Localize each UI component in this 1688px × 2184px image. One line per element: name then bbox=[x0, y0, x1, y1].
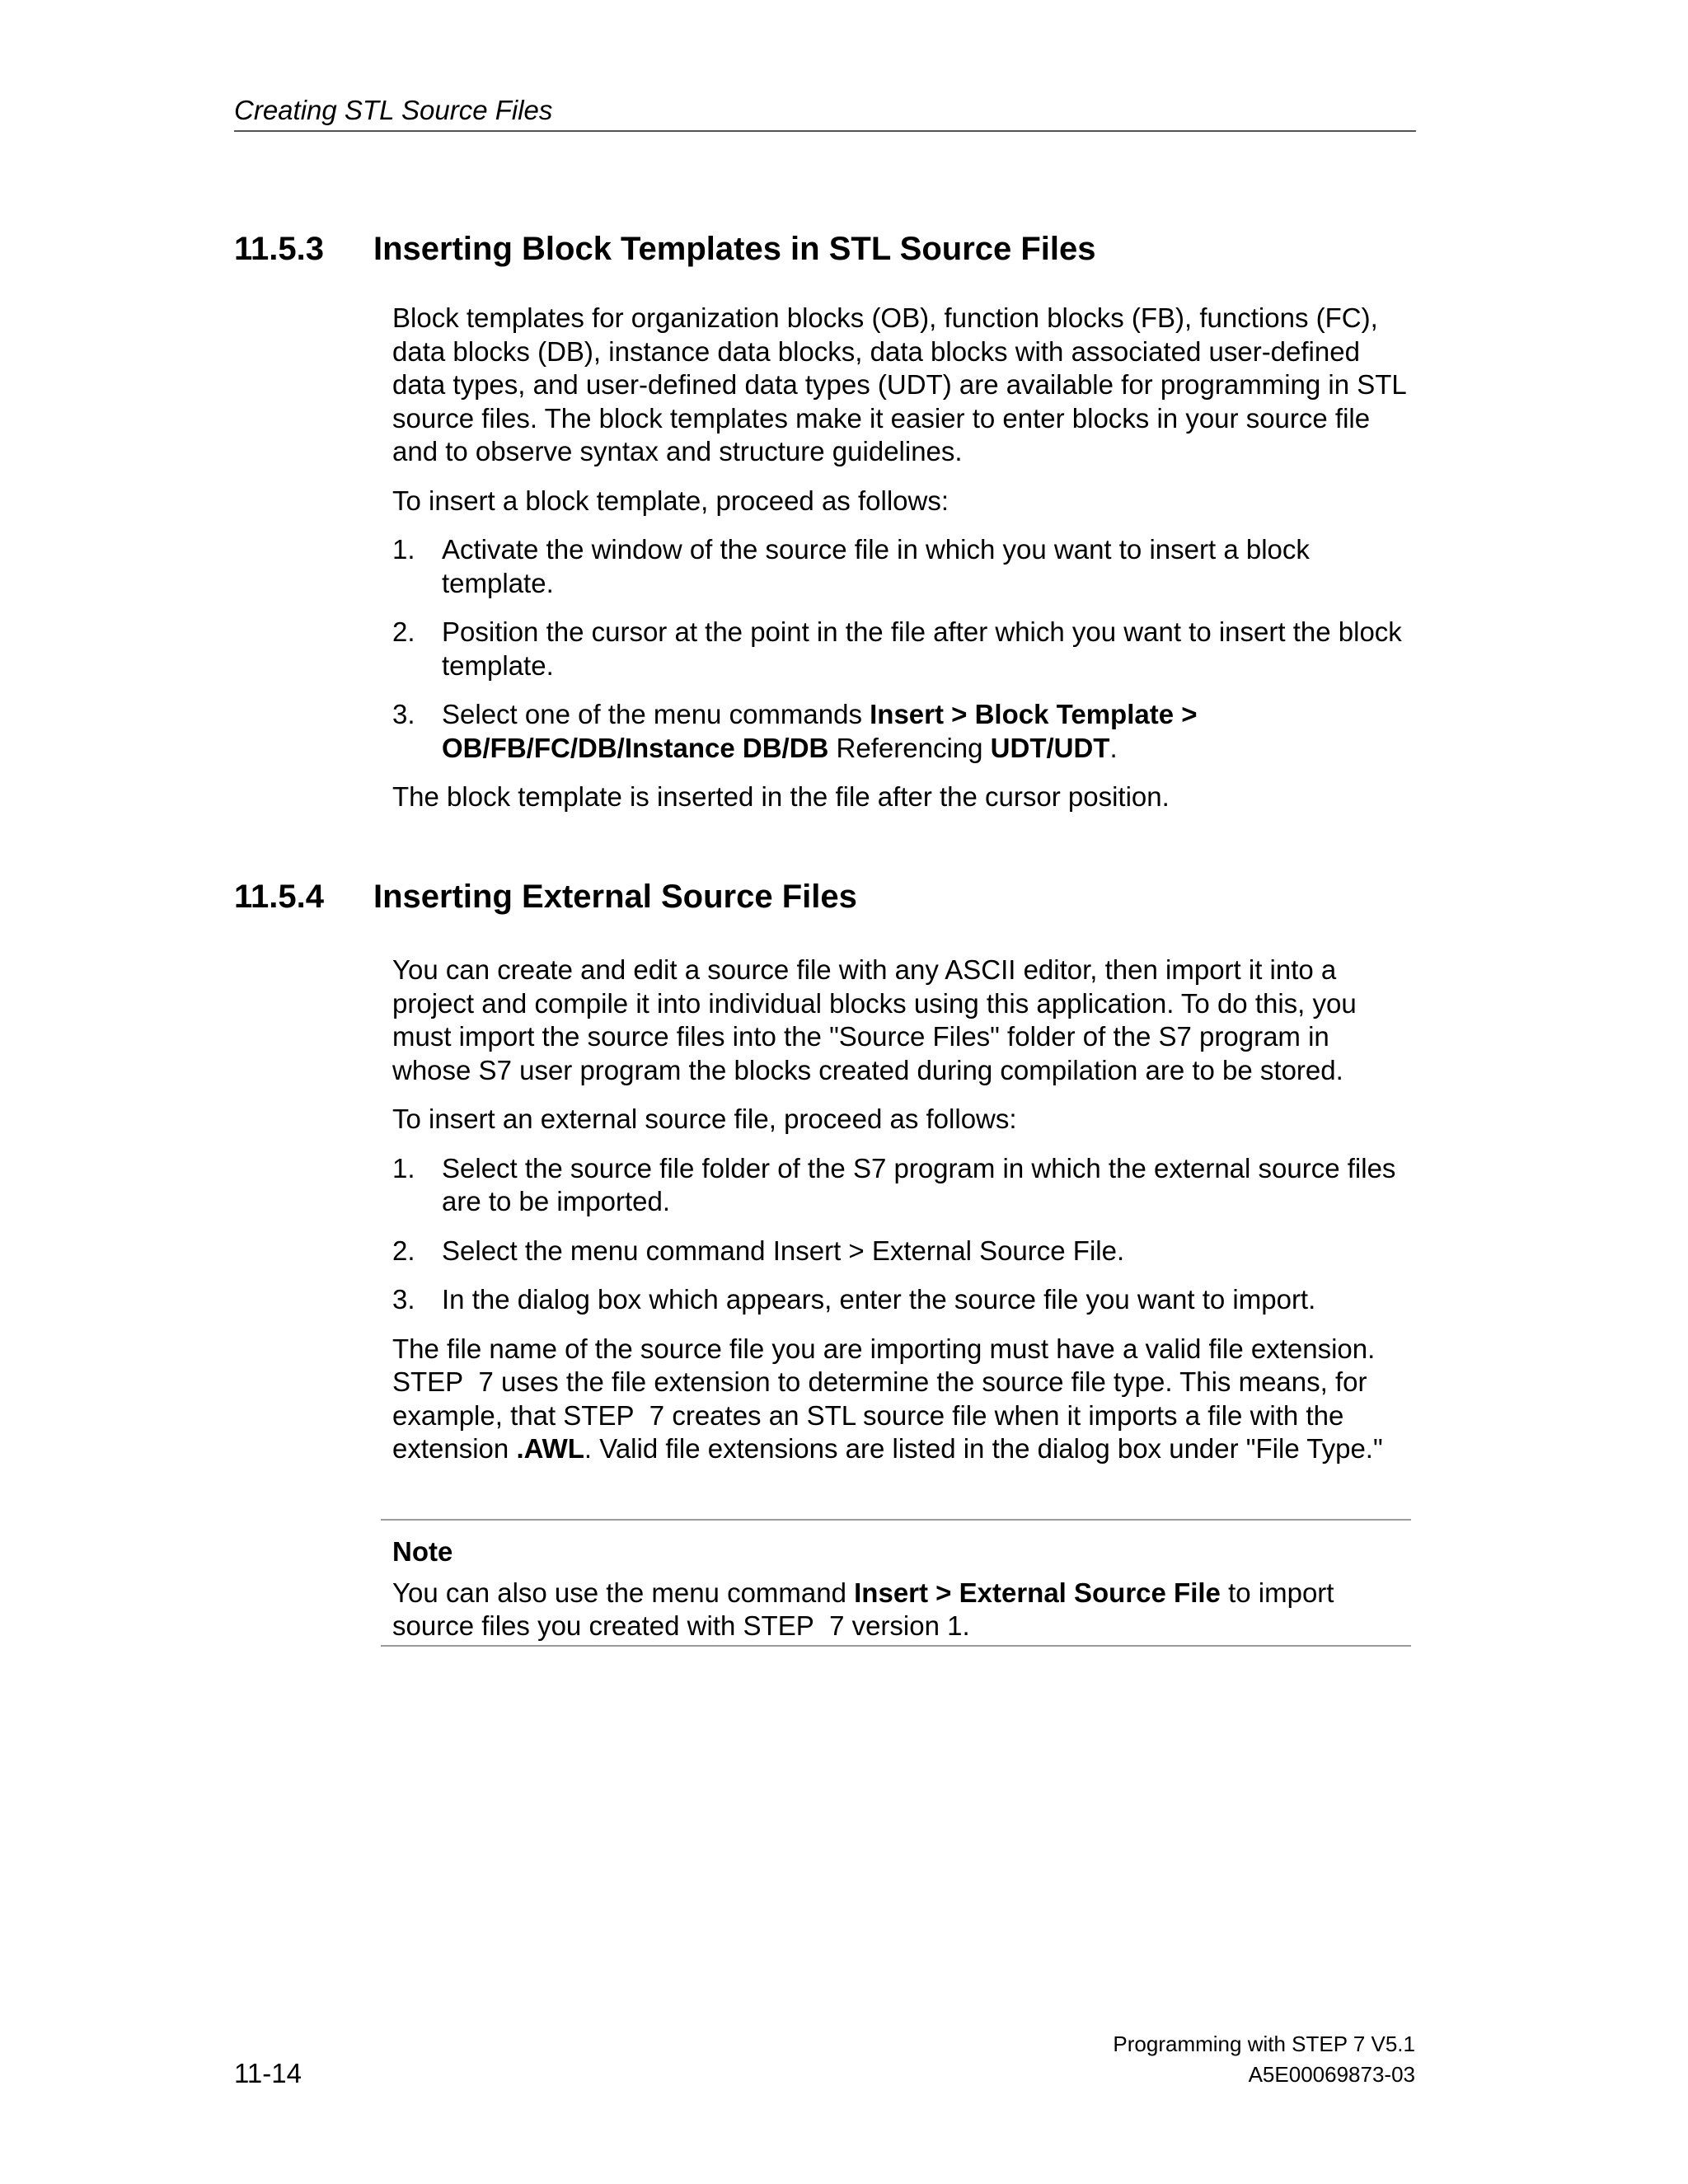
result-paragraph: The block template is inserted in the file after the cursor position. bbox=[392, 781, 1170, 812]
note-title: Note bbox=[392, 1536, 453, 1567]
step-text: Select the menu command Insert > External Source File. bbox=[442, 1235, 1125, 1266]
step-marker: 3. bbox=[392, 1284, 415, 1315]
menu-command: UDT/UDT bbox=[990, 732, 1110, 763]
note-text-part: to import source files you created with STEP 7 version 1. bbox=[392, 1577, 1334, 1641]
step-text: Position the cursor at the point in the file after which you want to insert the block template. bbox=[442, 616, 1402, 681]
step-text-part: Referencing bbox=[828, 732, 991, 763]
manual-title: Programming with STEP 7 V5.1 bbox=[1113, 2032, 1415, 2056]
step-text: In the dialog box which appears, enter the source file you want to import. bbox=[442, 1284, 1316, 1315]
paragraph-text-part: The file name of the source file you are importing must have a valid file extension. STEP 7 uses the file extension to determine the source file type. This means, for example, that STEP 7 creates an STL source file when it imports a file with the extension bbox=[392, 1333, 1376, 1464]
step-marker: 1. bbox=[392, 1152, 415, 1183]
order-number: A5E00069873-03 bbox=[1248, 2062, 1415, 2087]
note-text bbox=[392, 1577, 1400, 1643]
section-title: Inserting External Source Files bbox=[373, 879, 857, 915]
step-item bbox=[392, 533, 1414, 600]
section-number: 11.5.3 bbox=[234, 231, 325, 267]
intro-paragraph: You can create and edit a source file with any ASCII editor, then import it into a project and compile it into individual blocks using this application. To do this, you must import the source files into the "Source Files" folder of the S7 program in whose S7 user program the blocks created during compilation are to be stored. bbox=[392, 954, 1357, 1085]
file-extension: .AWL bbox=[516, 1433, 584, 1464]
section-body-11-5-3 bbox=[392, 302, 1414, 830]
footer-document-info bbox=[1113, 2029, 1415, 2090]
note-text-part: You can also use the menu command bbox=[392, 1577, 855, 1608]
procedure-lead: To insert an external source file, proceed as follows: bbox=[392, 1104, 1017, 1134]
page-number: 11-14 bbox=[234, 2058, 302, 2088]
procedure-lead: To insert a block template, proceed as follows: bbox=[392, 485, 950, 516]
step-text bbox=[442, 699, 1198, 763]
step-text-part: Select one of the menu commands bbox=[442, 699, 870, 729]
menu-command: Insert > Block Template > OB/FB/FC/DB/Instance DB/DB bbox=[442, 699, 1198, 763]
menu-command: Insert > External Source File bbox=[854, 1577, 1221, 1608]
step-text-part: . bbox=[1109, 732, 1118, 763]
step-item bbox=[392, 698, 1414, 765]
file-extension-paragraph bbox=[392, 1333, 1414, 1466]
step-text: Activate the window of the source file in which you want to insert a block template. bbox=[442, 534, 1310, 598]
section-number: 11.5.4 bbox=[234, 879, 325, 915]
running-header-text: Creating STL Source Files bbox=[234, 95, 553, 125]
running-header bbox=[234, 92, 1416, 132]
section-title: Inserting Block Templates in STL Source Files bbox=[373, 231, 1096, 267]
section-body-11-5-4 bbox=[392, 954, 1414, 1482]
step-item bbox=[392, 1283, 1414, 1317]
step-item bbox=[392, 616, 1414, 682]
step-item bbox=[392, 1152, 1414, 1219]
step-marker: 2. bbox=[392, 1235, 415, 1266]
paragraph-text-part: . Valid file extensions are listed in the dialog box under "File Type." bbox=[584, 1433, 1383, 1464]
note-box bbox=[381, 1519, 1411, 1647]
step-marker: 3. bbox=[392, 699, 415, 729]
procedure-steps bbox=[392, 1152, 1414, 1317]
step-text: Select the source file folder of the S7 program in which the external source files are to be imported. bbox=[442, 1152, 1396, 1216]
step-marker: 2. bbox=[392, 616, 415, 647]
procedure-steps bbox=[392, 533, 1414, 765]
step-marker: 1. bbox=[392, 534, 415, 565]
intro-paragraph: Block templates for organization blocks (OB), function blocks (FB), functions (FC), data blocks (DB), instance data blocks, data blocks with associated user-defined data types, and user-defined data types (UDT) are available for programming in STL source files. The block templates make it easier to enter blocks in your source file and to observe syntax and structure guidelines. bbox=[392, 302, 1406, 466]
step-item bbox=[392, 1235, 1414, 1268]
